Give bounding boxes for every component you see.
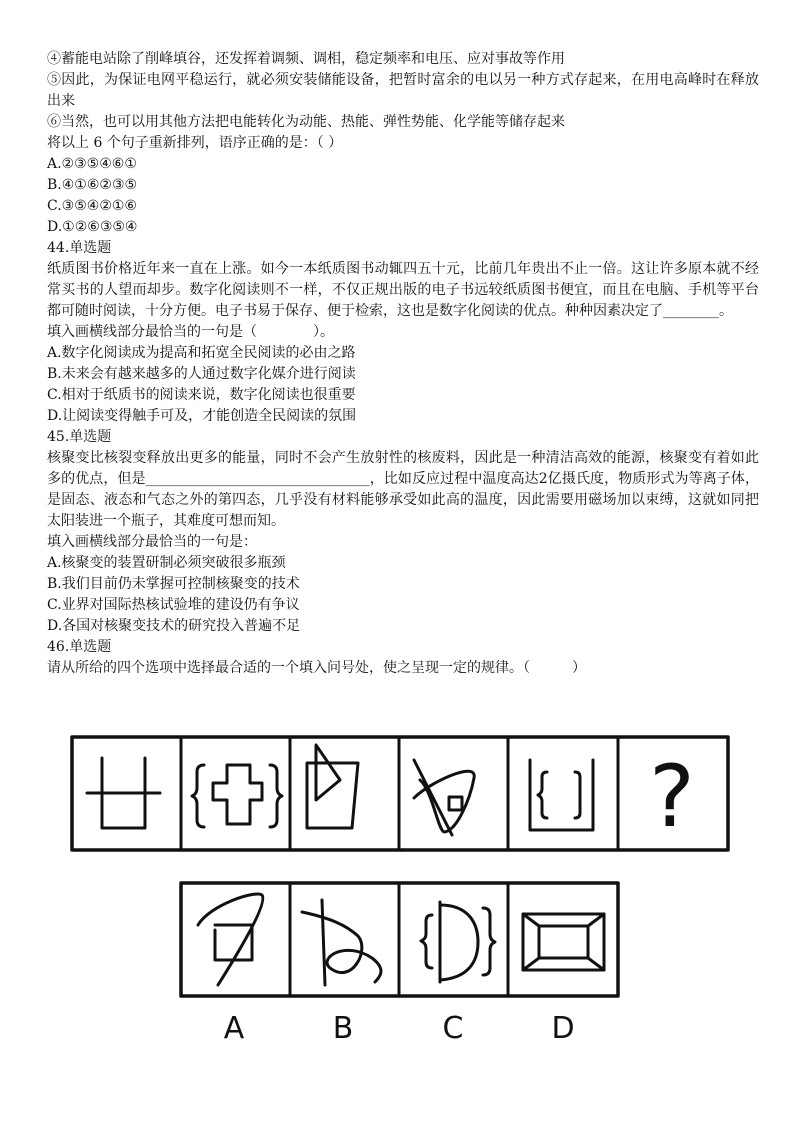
answer-label-a: A: [223, 1011, 245, 1046]
sentence-5: ⑤因此，为保证电网平稳运行，就必须安装储能设备，把暂时富余的电以另一种方式存起来，在用电高峰时在释放出来: [47, 72, 759, 109]
q43-prompt: 将以上 6 个句子重新排列，语序正确的是：（ ）: [47, 135, 343, 151]
q45-prompt: 填入画横线部分最恰当的一句是：: [47, 534, 257, 550]
q44-passage: 纸质图书价格近年来一直在上涨。如今一本纸质图书动辄四五十元，比前几年贵出不止一倍。这让许多原本就不经常买书的人望而却步。数字化阅读则不一样，不仅正规出版的电子书远较纸质图书便宜，而且在电脑、手机等平台都可随时阅读，十分方便。电子书易于保存、便于检索，这也是数字化阅读的优点。种种因素决定了________。: [47, 261, 759, 319]
sequence-figure-2: [192, 765, 282, 827]
q46-prompt: 请从所给的四个选项中选择最合适的一个填入问号处，使之呈现一定的规律。（ ）: [47, 660, 586, 676]
q43-option-d[interactable]: D.①②⑥③⑤④: [47, 219, 138, 235]
q44-option-d[interactable]: D.让阅读变得触手可及，才能创造全民阅读的氛围: [47, 408, 357, 424]
sentence-4: ④蓄能电站除了削峰填谷，还发挥着调频、调相，稳定频率和电压、应对事故等作用: [47, 51, 565, 67]
q43-option-b[interactable]: B.④①⑥②③⑤: [47, 177, 138, 193]
sequence-figure-5: [530, 760, 593, 830]
sequence-figure-1: [87, 758, 160, 828]
q45-option-c[interactable]: C.业界对国际热核试验堆的建设仍有争议: [47, 597, 300, 613]
q43-option-a[interactable]: A.②③⑤④⑥①: [47, 156, 137, 172]
q44-prompt: 填入画横线部分最恰当的一句是（ ）。: [47, 324, 334, 340]
answer-figure-a[interactable]: [198, 894, 263, 985]
q43-option-c[interactable]: C.③⑤④②①⑥: [47, 198, 137, 214]
q45-option-d[interactable]: D.各国对核聚变技术的研究投入普遍不足: [47, 618, 301, 634]
q44-header: 44.单选题: [47, 240, 112, 256]
answer-figure-d[interactable]: [523, 914, 604, 970]
answer-figure-b[interactable]: [302, 900, 381, 985]
q44-option-b[interactable]: B.未来会有越来越多的人通过数字化媒介进行阅读: [47, 366, 356, 382]
answer-label-b: B: [332, 1011, 354, 1046]
sequence-figure-3: [307, 745, 358, 828]
sentence-6: ⑥当然，也可以用其他方法把电能转化为动能、热能、弹性势能、化学能等储存起来: [47, 114, 565, 130]
q45-option-b[interactable]: B.我们目前仍未掌握可控制核聚变的技术: [47, 576, 300, 592]
question-mark: ?: [649, 747, 695, 847]
answer-figure-c[interactable]: [421, 902, 495, 982]
answer-label-d: D: [551, 1011, 575, 1046]
q45-header: 45.单选题: [47, 429, 112, 445]
q46-header: 46.单选题: [47, 639, 112, 655]
sequence-figure-4: [414, 760, 474, 835]
q45-passage: 核聚变比核裂变释放出更多的能量，同时不会产生放射性的核废料，因此是一种清洁高效的能源，核聚变有着如此多的优点，但是________________________________，比如反应过程中温度高达2亿摄氏度，物质形式为等离子体，是固态、液态和气态之外的第四态，几乎没有材料能够承受如此高的温度，因此需要用磁场加以束缚，这就如同把太阳装进一个瓶子，其难度可想而知。: [47, 450, 759, 529]
q45-option-a[interactable]: A.核聚变的装置研制必须突破很多瓶颈: [47, 555, 286, 571]
q44-option-a[interactable]: A.数字化阅读成为提高和拓宽全民阅读的必由之路: [47, 345, 356, 361]
q44-option-c[interactable]: C.相对于纸质书的阅读来说，数字化阅读也很重要: [47, 387, 356, 403]
answer-label-c: C: [442, 1011, 464, 1046]
